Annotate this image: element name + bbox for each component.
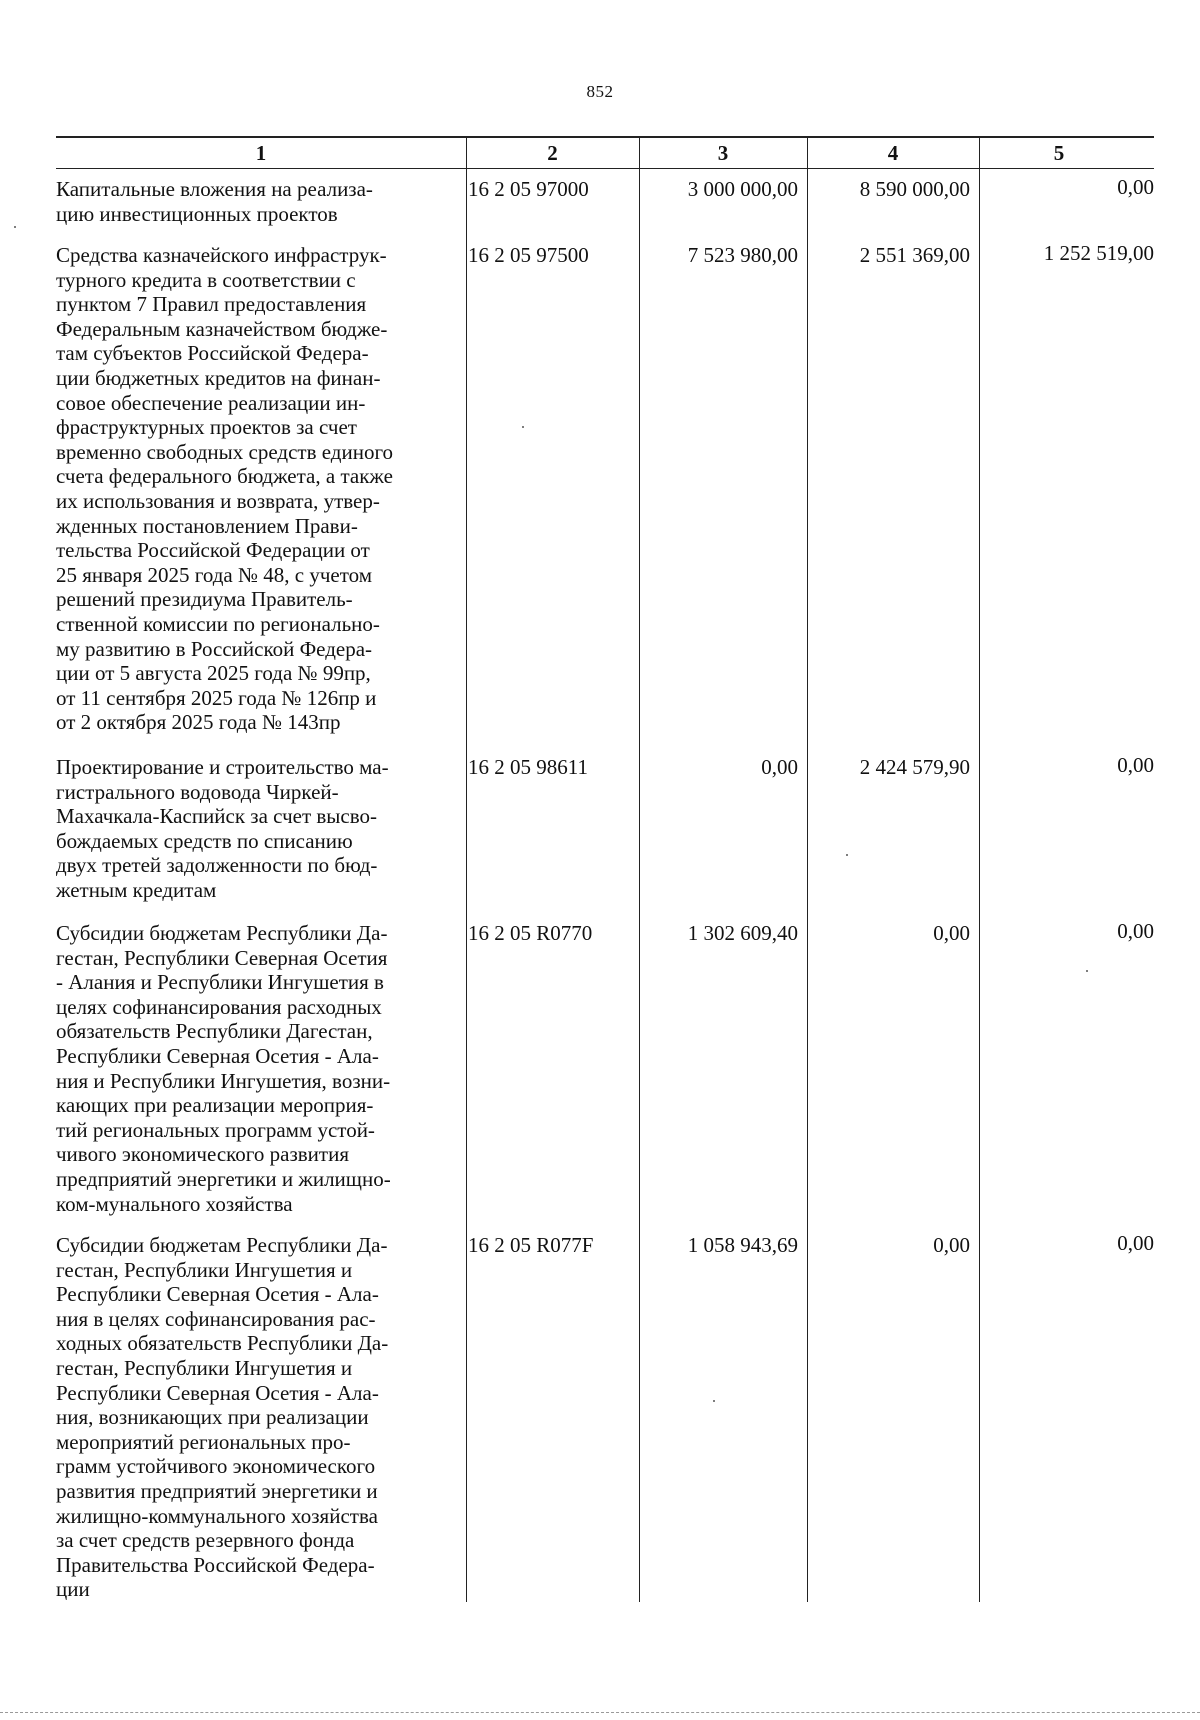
page-edge-line xyxy=(0,1712,1200,1713)
row-value-col3: 0,00 xyxy=(761,755,798,779)
row-value-col4: 2 551 369,00 xyxy=(859,243,970,267)
header-col-3: 3 xyxy=(717,141,729,165)
row-code: 16 2 05 R0770 xyxy=(468,921,593,945)
row-value-col3: 1 058 943,69 xyxy=(687,1233,798,1257)
table-body xyxy=(56,169,1154,1635)
scan-speck xyxy=(14,226,16,228)
row-name: Капитальные вложения на реализа- цию инвестиционных проектов xyxy=(56,177,373,226)
row-value-col5: 0,00 xyxy=(1117,175,1154,199)
row-code: 16 2 05 97000 xyxy=(468,177,589,201)
row-value-col5: 1 252 519,00 xyxy=(1043,241,1154,265)
row-name: Субсидии бюджетам Республики Да- гестан, Республики Ингушетия и Республики Северная Осетия - Ала- ния в целях софинансирования рас- ходных обязательств Республики Да- гестан, Республики Ингушетия и Республики Северная Осетия - Ала- ния, возникающих при реализации мероприятий региональных про- грамм устойчивого экономического развития предприятий энергетики и жилищно-коммунального хозяйства за счет средств резервного фонда Правительства Российской Федера- ции xyxy=(56,1233,389,1602)
row-value-col4: 0,00 xyxy=(933,1233,970,1257)
row-value-col3: 3 000 000,00 xyxy=(687,177,798,201)
budget-table xyxy=(56,136,1154,1635)
row-code: 16 2 05 98611 xyxy=(468,755,588,779)
table-header-row xyxy=(56,136,1154,169)
row-code: 16 2 05 R077F xyxy=(468,1233,594,1257)
row-value-col4: 0,00 xyxy=(933,921,970,945)
row-value-col4: 2 424 579,90 xyxy=(859,755,970,779)
row-value-col5: 0,00 xyxy=(1117,753,1154,777)
row-value-col5: 0,00 xyxy=(1117,919,1154,943)
row-value-col3: 1 302 609,40 xyxy=(687,921,798,945)
row-value-col3: 7 523 980,00 xyxy=(687,243,798,267)
row-name: Субсидии бюджетам Республики Да- гестан, Республики Северная Осетия - Алания и Республики Ингушетия в целях софинансирования расходных обязательств Республики Дагестан, Республики Северная Осетия - Ала- ния и Республики Ингушетия, возни- кающих при реализации мероприя- тий региональных программ устой- чивого экономического развития предприятий энергетики и жилищно- ком-мунального хозяйства xyxy=(56,921,391,1216)
row-code: 16 2 05 97500 xyxy=(468,243,589,267)
header-col-5: 5 xyxy=(1053,141,1065,165)
scan-speck xyxy=(1086,970,1088,972)
row-name: Средства казначейского инфраструк- турного кредита в соответствии с пунктом 7 Правил предоставления Федеральным казначейством бюдже- там субъектов Российской Федера- ции бюджетных кредитов на финан- совое обеспечение реализации ин- фраструктурных проектов за счет временно свободных средств единого счета федерального бюджета, а также их использования и возврата, утвер- жденных постановлением Прави- тельства Российской Федерации от 25 января 2025 года № 48, с учетом решений президиума Правитель- ственной комиссии по регионально- му развитию в Российской Федера- ции от 5 августа 2025 года № 99пр, от 11 сентября 2025 года № 126пр и от 2 октября 2025 года № 143пр xyxy=(56,243,394,735)
row-value-col4: 8 590 000,00 xyxy=(859,177,970,201)
scan-speck xyxy=(846,854,848,856)
header-col-2: 2 xyxy=(547,141,558,165)
row-name: Проектирование и строительство ма- гистрального водовода Чиркей- Махачкала-Каспийск за счет высво- бождаемых средств по списанию двух третей задолженности по бюд- жетным кредитам xyxy=(56,755,389,902)
header-col-4: 4 xyxy=(887,141,899,165)
row-value-col5: 0,00 xyxy=(1117,1231,1154,1255)
scan-speck xyxy=(713,1400,715,1402)
scan-speck xyxy=(522,426,524,428)
page-number: 852 xyxy=(586,82,614,101)
header-col-1: 1 xyxy=(255,141,267,165)
